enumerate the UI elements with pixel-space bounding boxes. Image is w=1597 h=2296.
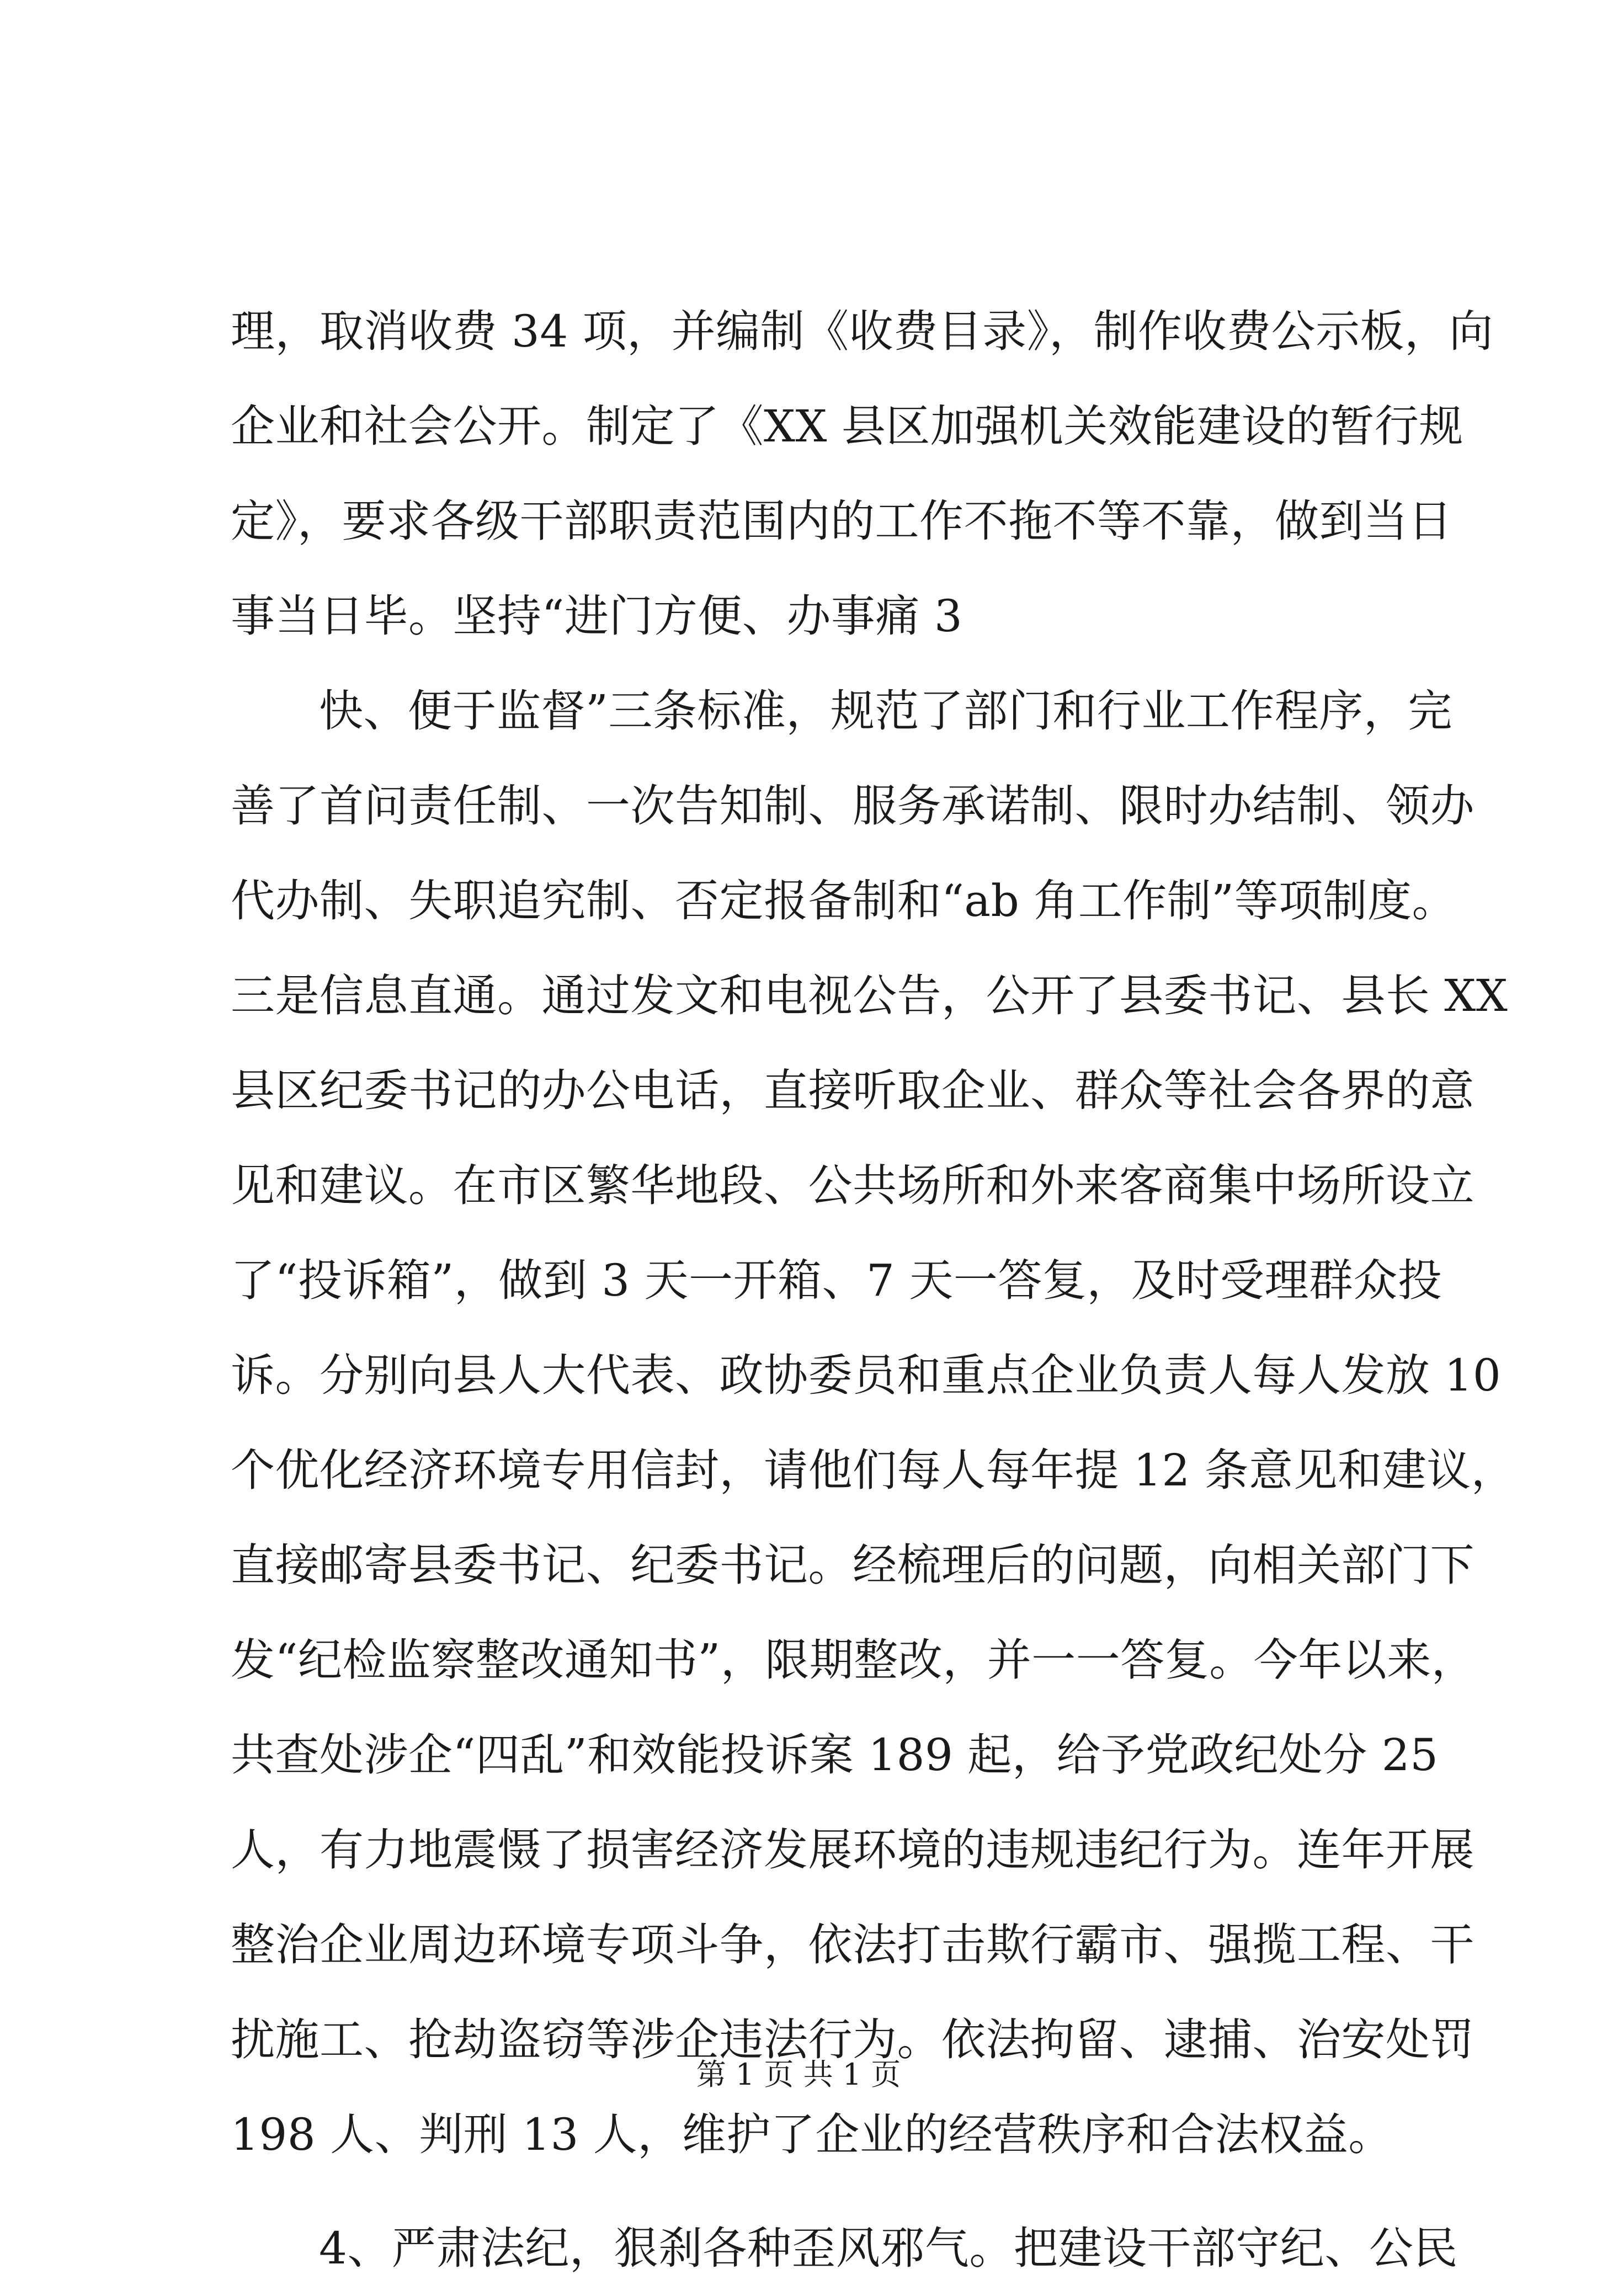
- text-line: 个优化经济环境专用信封，请他们每人每年提 12 条意见和建议，: [231, 1445, 1516, 1496]
- text-line: 直接邮寄县委书记、纪委书记。经梳理后的问题，向相关部门下: [231, 1539, 1474, 1591]
- text-line: 198 人、判刑 13 人，维护了企业的经营秩序和合法权益。: [231, 2109, 1393, 2160]
- text-line: 扰施工、抢劫盗窃等涉企违法行为。依法拘留、逮捕、治安处罚: [231, 2014, 1474, 2065]
- text-line: 事当日毕。坚持“进门方便、办事痛 3: [231, 590, 963, 642]
- text-line: 人，有力地震慑了损害经济发展环境的违规违纪行为。连年开展: [231, 1824, 1474, 1876]
- text-line: 了“投诉箱”，做到 3 天一开箱、7 天一答复，及时受理群众投: [231, 1255, 1442, 1306]
- document-body: [231, 284, 1516, 2296]
- text-line: 发“纪检监察整改通知书”，限期整改，并一一答复。今年以来，: [231, 1634, 1476, 1686]
- text-line: 代办制、失职追究制、否定报备制和“ab 角工作制”等项制度。: [231, 875, 1457, 926]
- text-line: 诉。分别向县人大代表、政协委员和重点企业负责人每人发放 10: [231, 1350, 1502, 1401]
- text-line: 理，取消收费 34 项，并编制《收费目录》，制作收费公示板，向: [231, 306, 1494, 357]
- text-line: 善了首问责任制、一次告知制、服务承诺制、限时办结制、领办: [231, 780, 1474, 832]
- paragraph-first-line: 快、便于监督”三条标准，规范了部门和行业工作程序，完: [319, 685, 1452, 737]
- text-line: 共查处涉企“四乱”和效能投诉案 189 起，给予党政纪处分 25: [231, 1729, 1439, 1781]
- text-line: 整治企业周边环境专项斗争，依法打击欺行霸市、强揽工程、干: [231, 1919, 1474, 1970]
- text-line: 三是信息直通。通过发文和电视公告，公开了县委书记、县长 XX: [231, 970, 1508, 1021]
- text-line: 企业和社会公开。制定了《XX 县区加强机关效能建设的暂行规: [231, 401, 1463, 452]
- text-line: 县区纪委书记的办公电话，直接听取企业、群众等社会各界的意: [231, 1065, 1474, 1116]
- paragraph-first-line: 4、严肃法纪，狠刹各种歪风邪气。把建设干部守纪、公民: [319, 2223, 1458, 2274]
- page-number-label: 第 1 页 共 1 页: [696, 2057, 901, 2092]
- text-line: 定》，要求各级干部职责范围内的工作不拖不等不靠，做到当日: [231, 496, 1452, 547]
- text-line: 见和建议。在市区繁华地段、公共场所和外来客商集中场所设立: [231, 1160, 1474, 1211]
- page-footer: [0, 2053, 1597, 2097]
